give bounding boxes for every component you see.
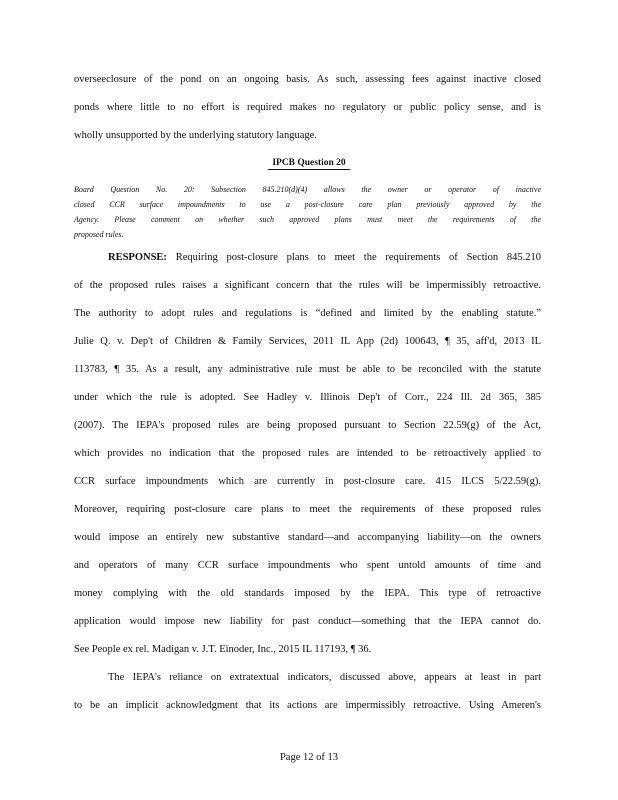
response-line: under which the rule is adopted. See Hadley v. Illinois Dep't of Corr., 224 Ill. 2d 365, 385 (74, 392, 541, 403)
response-line: (2007). The IEPA's proposed rules are being proposed pursuant to Section 22.59(g) of the Act, (74, 420, 541, 431)
response-first-line (108, 252, 541, 263)
response-line: Julie Q. v. Dep't of Children & Family Services, 2011 IL App (2d) 100643, ¶ 35, aff'd, 2013 IL (74, 336, 541, 347)
response-line: CCR surface impoundments which are currently in post-closure care. 415 ILCS 5/22.59(g). (74, 476, 541, 487)
paragraph-line: to be an implicit acknowledgment that its actions are impermissibly retroactive. Using Ameren's (74, 700, 541, 711)
response-line: application would impose new liability for past conduct—something that the IEPA cannot do. (74, 616, 541, 627)
question-line: proposed rules. (74, 230, 124, 239)
response-line: of the proposed rules raises a significant concern that the rules will be impermissibly retroactive. (74, 280, 541, 291)
paragraph-line: The IEPA's reliance on extratextual indicators, discussed above, appears at least in part (108, 672, 541, 683)
question-line: Agency. Please comment on whether such approved plans must meet the requirements of the (74, 215, 541, 224)
paragraph-line: overseeclosure of the pond on an ongoing basis. As such, assessing fees against inactive closed (74, 74, 541, 85)
response-line: See People ex rel. Madigan v. J.T. Einoder, Inc., 2015 IL 117193, ¶ 36. (74, 644, 372, 655)
response-label: RESPONSE: (108, 252, 167, 263)
response-line: The authority to adopt rules and regulations is “defined and limited by the enabling statute.” (74, 308, 541, 319)
page-number: Page 12 of 13 (279, 752, 339, 763)
response-line: would impose an entirely new substantive standard—and accompanying liability—on the owners (74, 532, 541, 543)
response-line: which provides no indication that the proposed rules are intended to be retroactively applied to (74, 448, 541, 459)
paragraph-line: ponds where little to no effort is required makes no regulatory or public policy sense, and is (74, 102, 541, 113)
paragraph-line: wholly unsupported by the underlying statutory language. (74, 130, 317, 141)
response-line: Moreover, requiring post-closure care plans to meet the requirements of these proposed rules (74, 504, 541, 515)
section-heading (0, 158, 618, 168)
response-line: money complying with the old standards imposed by the IEPA. This type of retroactive (74, 588, 541, 599)
response-first-text: Requiring post-closure plans to meet the requirements of Section 845.210 (175, 252, 542, 263)
response-line: 113783, ¶ 35. As a result, any administrative rule must be able to be reconciled with the statute (74, 364, 541, 375)
response-line: and operators of many CCR surface impoundments who spent untold amounts of time and (74, 560, 541, 571)
question-line: Board Question No. 20: Subsection 845.210(d)(4) allows the owner or operator of inactive (74, 185, 541, 194)
question-line: closed CCR surface impoundments to use a post-closure care plan previously approved by the (74, 200, 541, 209)
section-heading-text: IPCB Question 20 (268, 158, 349, 170)
